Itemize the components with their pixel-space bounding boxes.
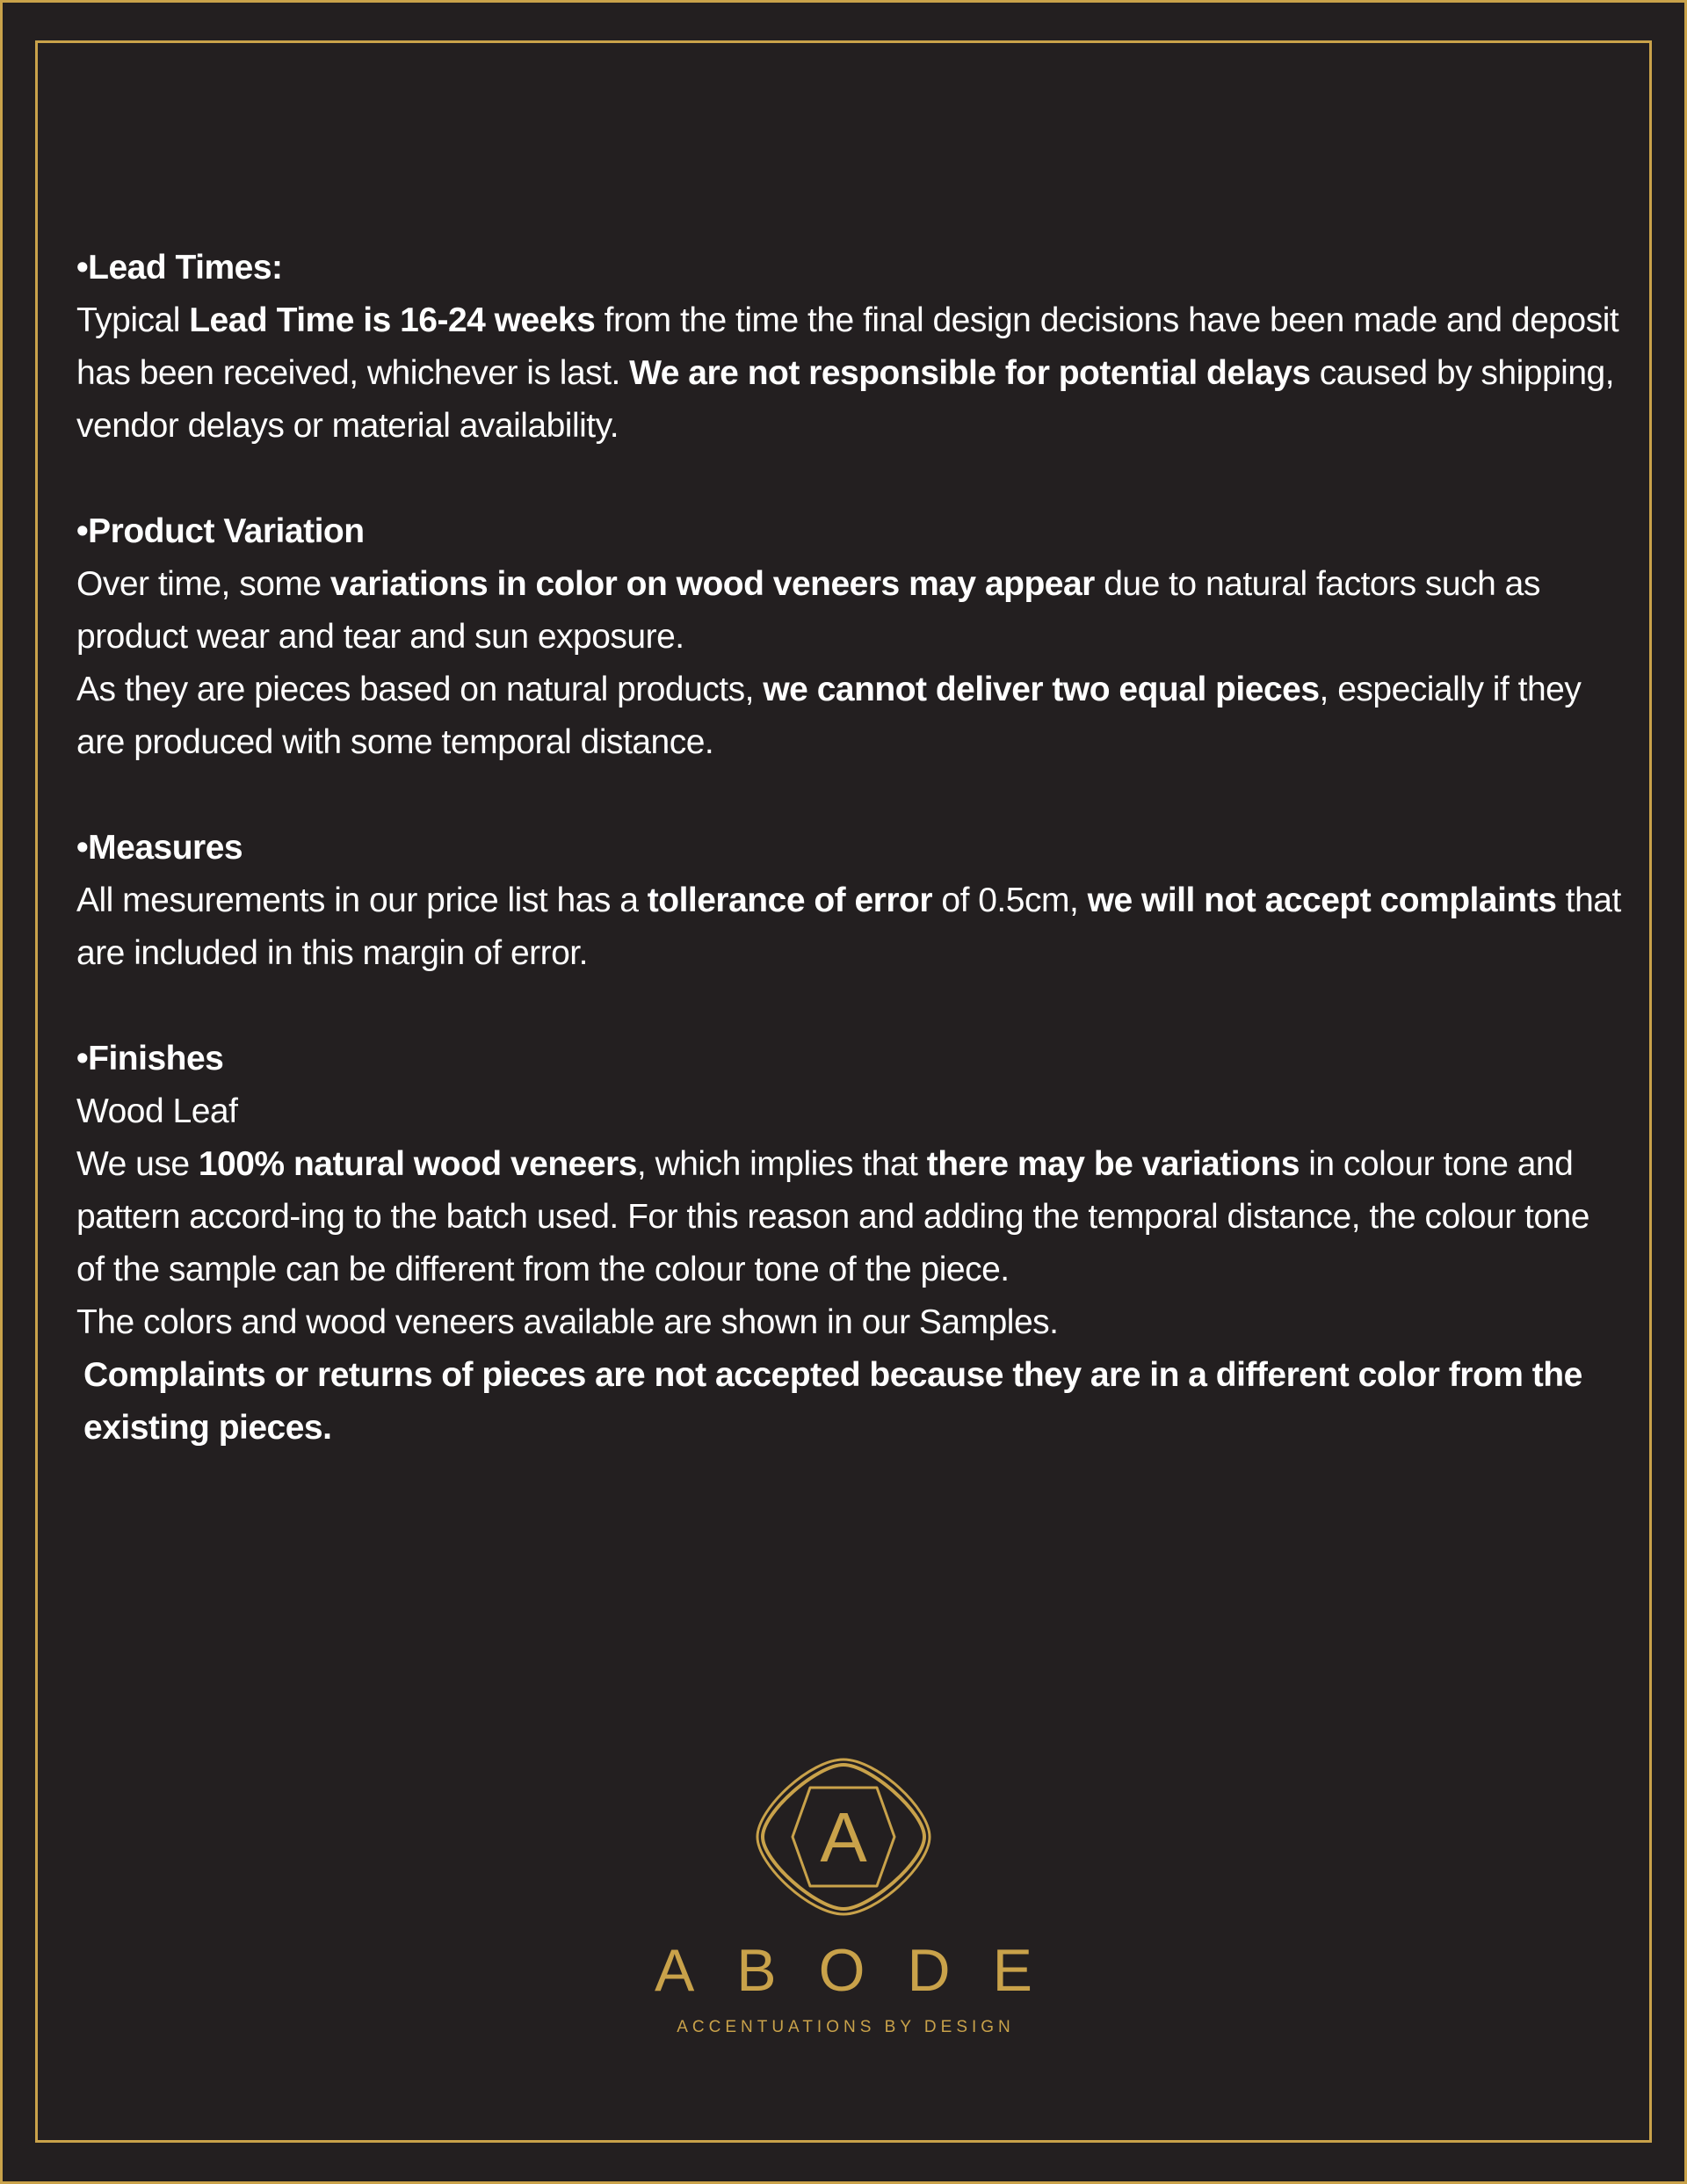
section-product-variation — [76, 505, 1623, 769]
brand-logo — [0, 1758, 1687, 2037]
complaints-emphasis: we will not accept complaints — [1087, 882, 1557, 919]
text-run: , especially if they are produced with some temporal distance. — [76, 671, 1582, 761]
finishes-paragraph-2: The colors and wood veneers available are shown in our Samples. — [76, 1303, 1059, 1341]
natural-veneers-emphasis: 100% natural wood veneers — [198, 1145, 637, 1183]
text-run: caused by shipping, vendor delays or material availability. — [76, 354, 1615, 445]
text-run: from the time the final design decisions have been made and deposit has been received, whichever is last. — [76, 301, 1619, 392]
lead-time-emphasis: Lead Time is 16-24 weeks — [189, 301, 596, 339]
variations-emphasis: there may be variations — [926, 1145, 1300, 1183]
measures-paragraph — [76, 874, 1623, 980]
color-variation-emphasis: variations in color on wood veneers may appear — [329, 565, 1095, 603]
finishes-closing-statement: Complaints or returns of pieces are not accepted because they are in a different color from the existing pieces. — [83, 1356, 1582, 1447]
abode-emblem-icon — [756, 1758, 931, 1916]
text-run: , which implies that — [636, 1145, 927, 1183]
equal-pieces-emphasis: we cannot deliver two equal pieces — [763, 671, 1320, 708]
section-measures — [76, 822, 1623, 980]
tolerance-emphasis: tollerance of error — [647, 882, 933, 919]
finishes-heading: •Finishes — [76, 1040, 224, 1077]
text-run: As they are pieces based on natural products, — [76, 671, 764, 708]
delays-emphasis: We are not responsible for potential delays — [629, 354, 1311, 392]
terms-content — [76, 242, 1623, 1507]
lead-times-paragraph — [76, 294, 1623, 453]
text-run: due to natural factors such as product wear and tear and sun exposure. — [76, 565, 1540, 656]
brand-name: ABODE — [654, 1937, 1075, 2004]
section-finishes — [76, 1033, 1623, 1455]
finishes-paragraph-1 — [76, 1138, 1623, 1296]
product-variation-heading: •Product Variation — [76, 512, 365, 550]
brand-tagline: ACCENTUATIONS BY DESIGN — [677, 2018, 1015, 2036]
emblem-letter: A — [820, 1798, 867, 1876]
lead-times-heading: •Lead Times: — [76, 249, 283, 287]
text-run: All mesurements in our price list has a — [76, 882, 648, 919]
text-run: Over time, some — [76, 565, 330, 603]
text-run: Typical — [76, 301, 190, 339]
section-lead-times — [76, 242, 1623, 453]
measures-heading: •Measures — [76, 829, 243, 867]
text-run: of 0.5cm, — [932, 882, 1088, 919]
product-variation-paragraph-1 — [76, 558, 1623, 664]
text-run: that are included in this margin of error. — [76, 882, 1621, 972]
text-run: in colour tone and pattern accord-ing to the batch used. For this reason and adding the temporal distance, the colour tone of the sample can be different from the colour tone of the piece. — [76, 1145, 1589, 1288]
finishes-subheading: Wood Leaf — [76, 1092, 238, 1130]
text-run: We use — [76, 1145, 199, 1183]
product-variation-paragraph-2 — [76, 664, 1623, 769]
